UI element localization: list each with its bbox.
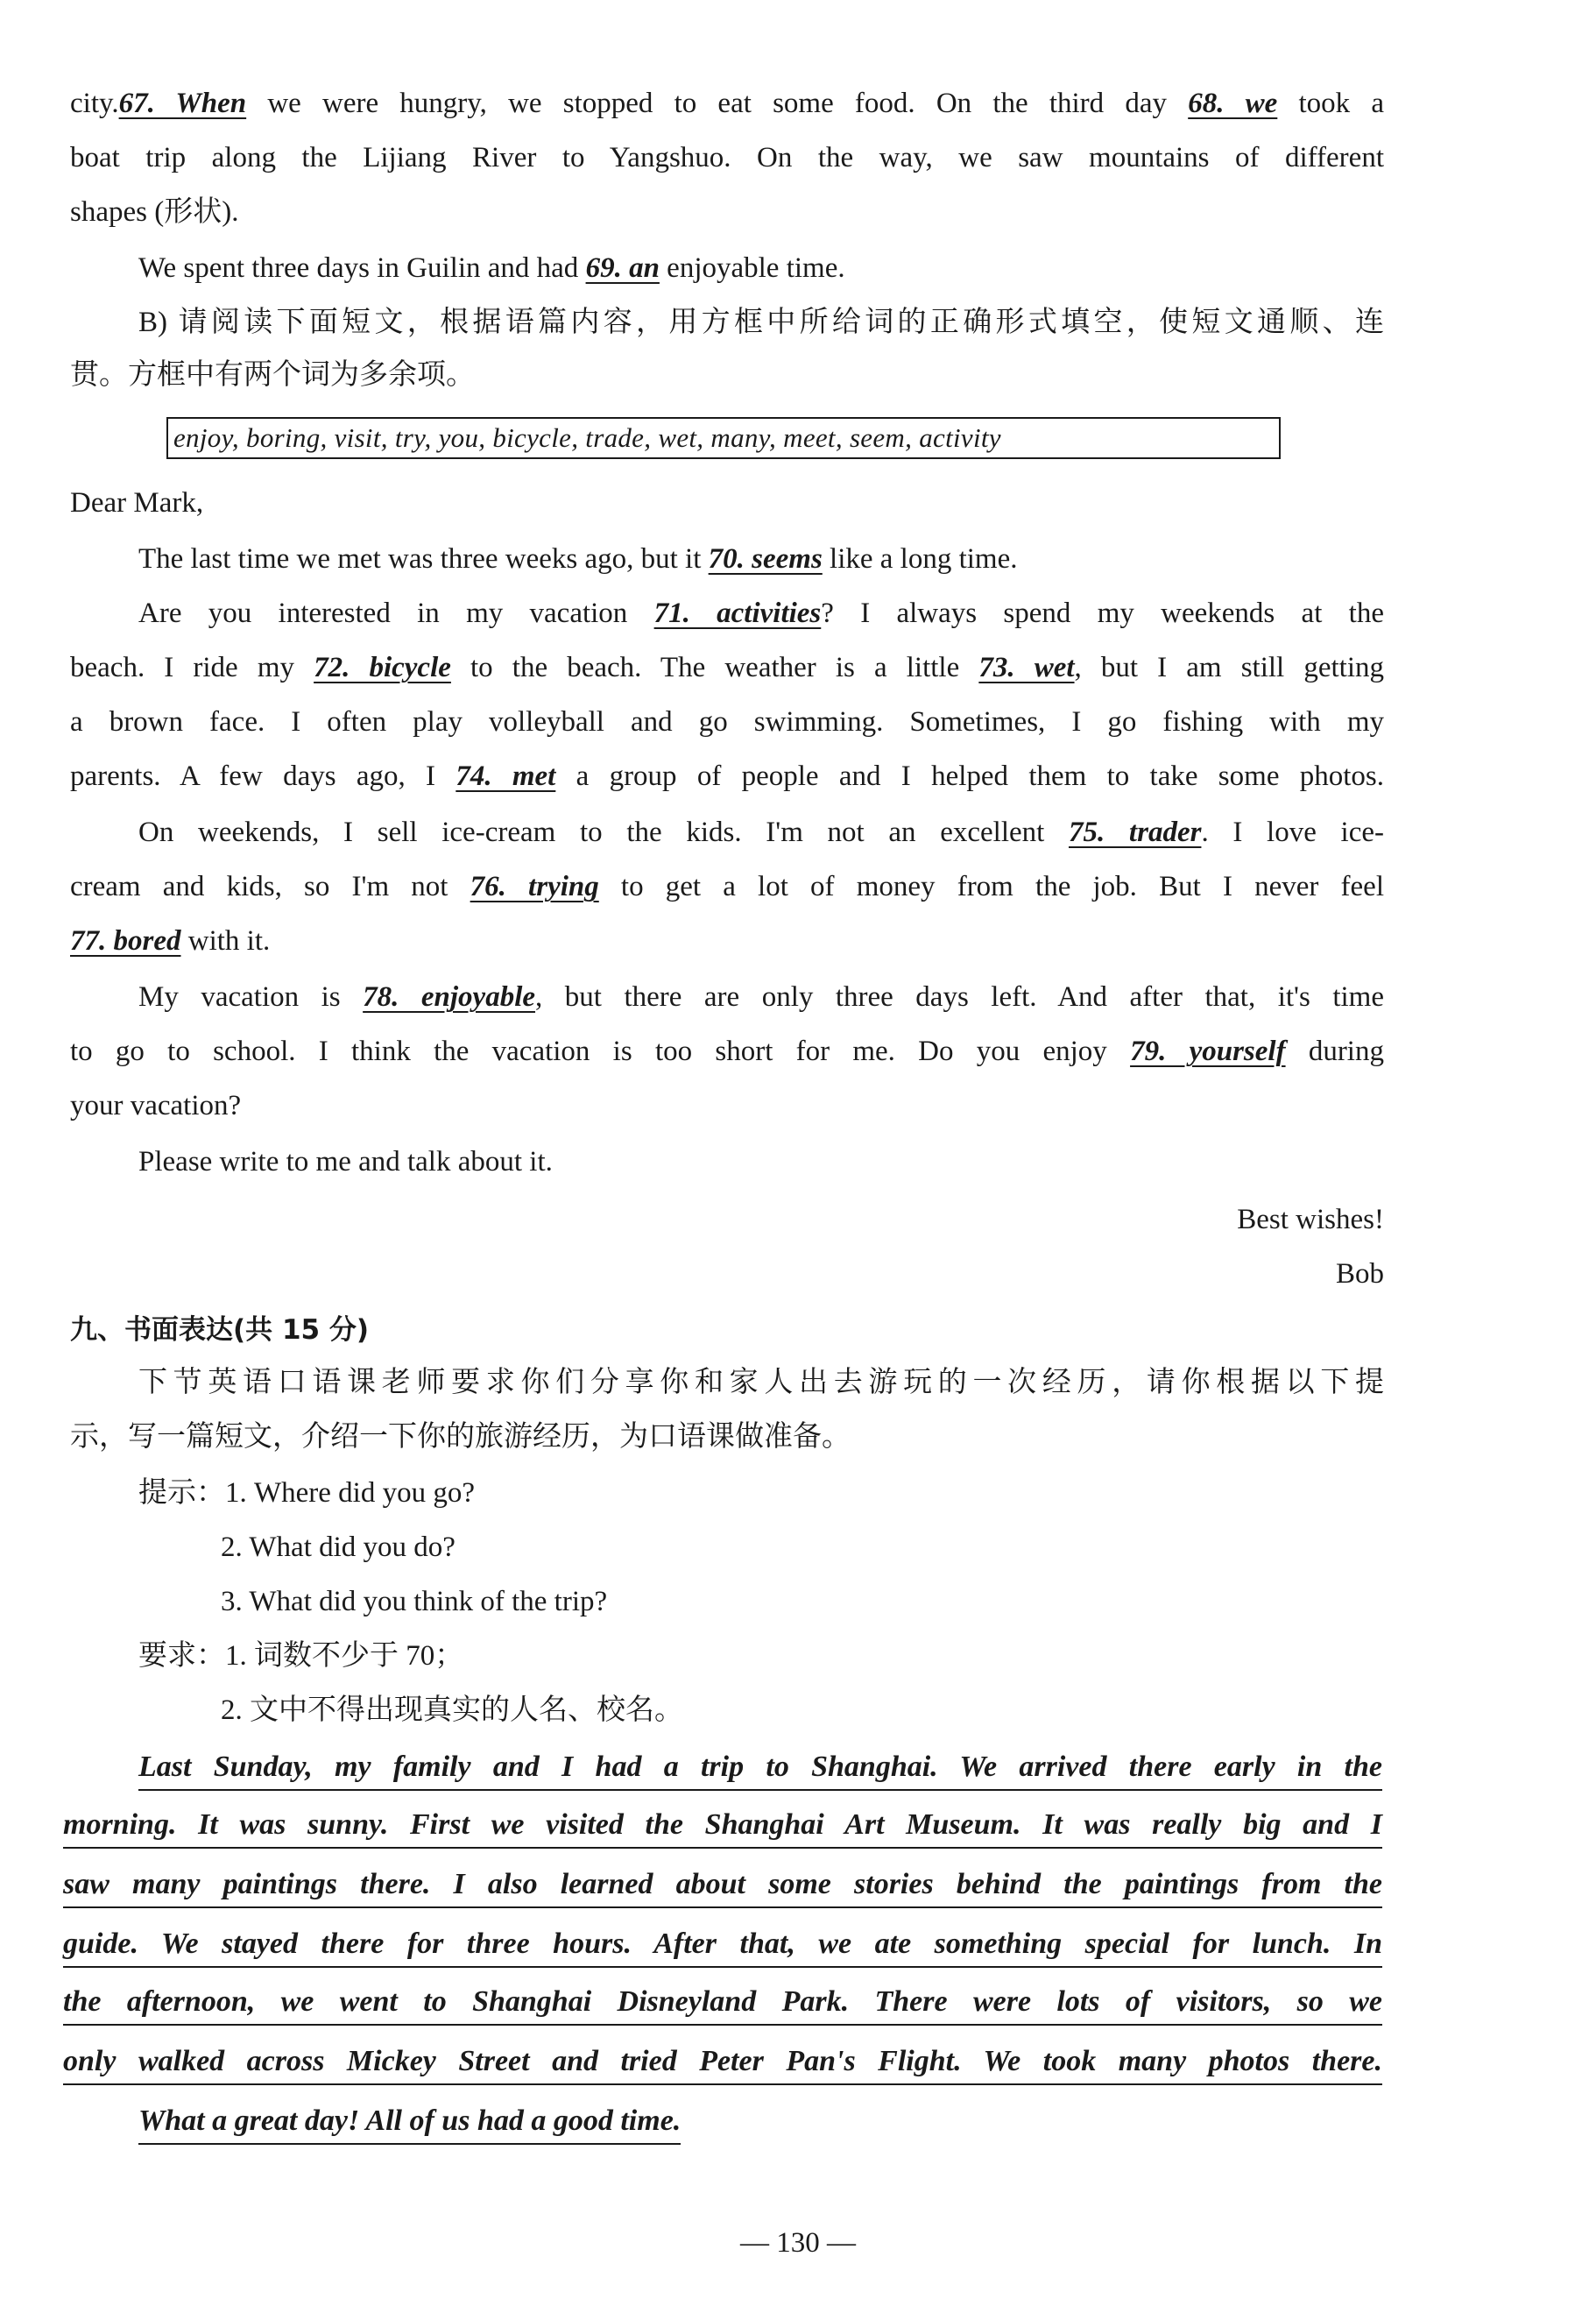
answer-67: 67. When xyxy=(118,88,247,119)
requirement-1: 要求：1. 词数不少于 70； xyxy=(138,1640,464,1672)
answer-68: 68. we xyxy=(1188,88,1278,119)
essay-line-2: morning. It was sunny. First we visited the Shanghai Art Museum. It was really big and I xyxy=(63,1805,1382,1849)
answer-74: 74. met xyxy=(455,760,556,792)
letter-p2-line4: parents. A few days ago, I 74. met a group of people and I helped them to take some photos. xyxy=(70,760,1385,792)
letter-p5: Please write to me and talk about it. xyxy=(138,1146,553,1178)
answer-73: 73. wet xyxy=(978,652,1075,683)
letter-closing: Best wishes! xyxy=(1237,1204,1384,1235)
passage-line-4: We spent three days in Guilin and had 69. an enjoyable time. xyxy=(138,252,845,284)
letter-p3-line2: cream and kids, so I'm not 76. trying to get a lot of money from the job. But I never feel xyxy=(70,871,1385,902)
passage-line-2: boat trip along the Lijiang River to Yangshuo. On the way, we saw mountains of different xyxy=(70,142,1384,173)
answer-78: 78. enjoyable xyxy=(363,981,536,1013)
hint-2: 2. What did you do? xyxy=(221,1531,455,1563)
answer-70: 70. seems xyxy=(708,543,823,575)
essay-line-6: only walked across Mickey Street and tried Peter Pan's Flight. We took many photos there. xyxy=(63,2041,1382,2085)
requirement-label: 要求： xyxy=(138,1640,225,1672)
essay-line-3: saw many paintings there. I also learned about some stories behind the paintings from the xyxy=(63,1864,1382,1908)
section-9-heading: 九、书面表达(共 15 分) xyxy=(70,1314,370,1346)
letter-p2-line2: beach. I ride my 72. bicycle to the beach. The weather is a little 73. wet, but I am still getting xyxy=(70,652,1384,683)
answer-72: 72. bicycle xyxy=(314,652,451,683)
answer-75: 75. trader xyxy=(1069,817,1202,848)
letter-p4-line2: to go to school. I think the vacation is too short for me. Do you enjoy 79. yourself during xyxy=(70,1036,1384,1067)
letter-greeting: Dear Mark, xyxy=(70,487,204,519)
letter-p2-line1: Are you interested in my vacation 71. activities? I always spend my weekends at the xyxy=(138,598,1384,629)
word-bank-box: enjoy, boring, visit, try, you, bicycle, trade, wet, many, meet, seem, activity xyxy=(166,417,1281,459)
hint-label: 提示： xyxy=(138,1477,225,1509)
answer-79: 79. yourself xyxy=(1130,1036,1286,1067)
letter-p2-line3: a brown face. I often play volleyball and go swimming. Sometimes, I go fishing with my xyxy=(70,706,1384,738)
letter-p1: The last time we met was three weeks ago, but it 70. seems like a long time. xyxy=(138,543,1018,575)
essay-line-5: the afternoon, we went to Shanghai Disneyland Park. There were lots of visitors, so we xyxy=(63,1982,1382,2026)
hint-3: 3. What did you think of the trip? xyxy=(221,1586,608,1617)
letter-p4-line1: My vacation is 78. enjoyable, but there are only three days left. And after that, it's time xyxy=(138,981,1384,1013)
passage-line-3: shapes (形状). xyxy=(70,196,239,228)
passage-line-1: city.67. When we were hungry, we stopped to eat some food. On the third day 68. we took a xyxy=(70,88,1384,119)
page-number: — 130 — xyxy=(740,2227,856,2259)
letter-p4-line3: your vacation? xyxy=(70,1090,242,1121)
essay-line-1: Last Sunday, my family and I had a trip to Shanghai. We arrived there early in the xyxy=(138,1747,1382,1791)
essay-line-4: guide. We stayed there for three hours. After that, we ate something special for lunch. In xyxy=(63,1924,1382,1968)
part-b-instruction-1: B) 请阅读下面短文，根据语篇内容，用方框中所给词的正确形式填空，使短文通顺、连 xyxy=(138,307,1384,338)
answer-71: 71. activities xyxy=(653,598,822,629)
letter-signature: Bob xyxy=(1335,1258,1384,1290)
letter-p3-line3: 77. bored with it. xyxy=(70,925,271,957)
answer-77: 77. bored xyxy=(70,925,181,957)
requirement-2: 2. 文中不得出现真实的人名、校名。 xyxy=(221,1694,683,1726)
answer-69: 69. an xyxy=(585,252,660,284)
answer-76: 76. trying xyxy=(470,871,599,902)
essay-line-7: What a great day! All of us had a good time. xyxy=(138,2101,681,2145)
part-b-instruction-2: 贯。方框中有两个词为多余项。 xyxy=(70,359,475,391)
section-9-task-2: 示，写一篇短文，介绍一下你的旅游经历，为口语课做准备。 xyxy=(70,1421,851,1453)
section-9-task-1: 下节英语口语课老师要求你们分享你和家人出去游玩的一次经历，请你根据以下提 xyxy=(138,1367,1384,1398)
hint-1: 提示：1. Where did you go? xyxy=(138,1477,475,1509)
letter-p3-line1: On weekends, I sell ice-cream to the kids. I'm not an excellent 75. trader. I love ice- xyxy=(138,817,1384,848)
